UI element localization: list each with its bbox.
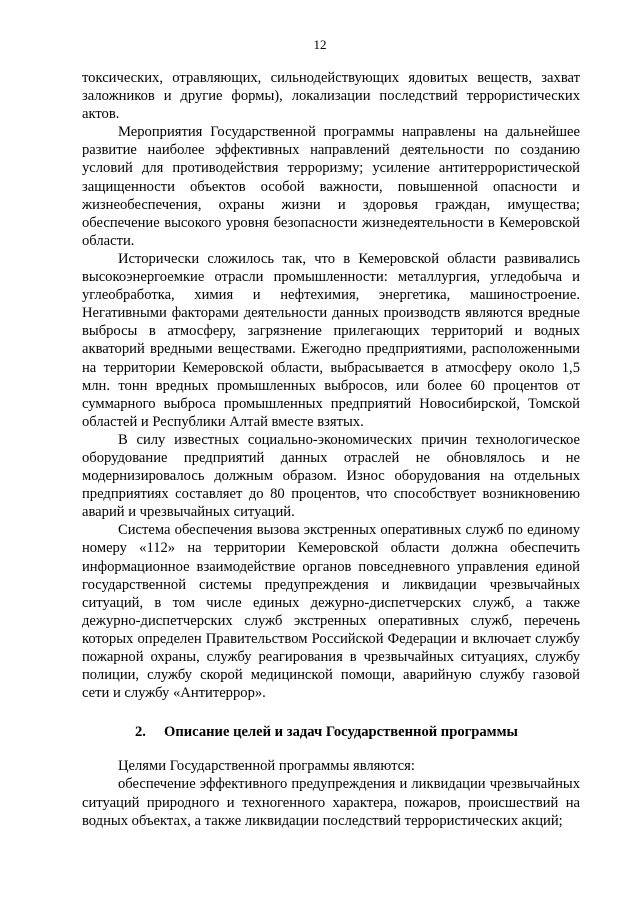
paragraph-program-measures: Мероприятия Государственной программы направлены на дальнейшее развитие наиболее эффективных направлений деятельности по созданию условий для противодействия терроризму; усиление антитеррористической защищенности объектов особой важности, повышенной опасности и жизнеобеспечения, охраны жизни и здоровья граждан, имущества; обеспечение высокого уровня безопасности жизнедеятельности в Кемеровской области. (82, 124, 580, 249)
document-body (82, 69, 580, 830)
paragraph-system-112: Система обеспечения вызова экстренных оперативных служб по единому номеру «112» на территории Кемеровской области должна обеспечить информационное взаимодействие органов повседневного управления единой государственной системы предупреждения и ликвидации чрезвычайных ситуаций, в том числе единых дежурно-диспетчерских служб, а также дежурно-диспетчерских служб экстренных оперативных служб, перечень которых определен Правительством Российской Федерации и включает службу пожарной охраны, службу реагирования в чрезвычайных ситуациях, службу полиции, службу скорой медицинской помощи, аварийную службу газовой сети и службу «Антитеррор». (82, 522, 580, 702)
paragraph-industry-history: Исторически сложилось так, что в Кемеровской области развивались высокоэнергоемкие отрасли промышленности: металлургия, угледобыча и углеобработка, химия и нефтехимия, энергетика, машиностроение. Негативными факторами деятельности данных производств являются вредные выбросы в атмосферу, загрязнение прилегающих территорий и водных акваторий вредными веществами. Ежегодно предприятиями, расположенными на территории Кемеровской области, выбрасывается в атмосферу около 1,5 млн. тонн вредных промышленных выбросов, или более 60 процентов от суммарного выброса промышленных предприятий Новосибирской, Томской областей и Республики Алтай вместе взятых. (82, 250, 580, 430)
section-heading (82, 723, 580, 741)
paragraph-continuation: токсических, отравляющих, сильнодействующих ядовитых веществ, захват заложников и другие формы), локализации последствий террористических актов. (82, 70, 580, 123)
page-number: 12 (313, 37, 327, 52)
goal-item: обеспечение эффективного предупреждения и ликвидации чрезвычайных ситуаций природного и техногенного характера, пожаров, происшествий на водных объектах, а также ликвидации последствий террористических акций; (82, 776, 580, 829)
section-number: 2. (135, 724, 146, 741)
paragraph-equipment-wear: В силу известных социально-экономических причин технологическое оборудование предприятий данных отраслей не обновлялось и не модернизировалось должным образом. Износ оборудования на отдельных предприятиях составляет до 80 процентов, что способствует возникновению аварий и чрезвычайных ситуаций. (82, 431, 580, 521)
goals-intro: Целями Государственной программы являются: (118, 758, 415, 775)
section-title: Описание целей и задач Государственной программы (164, 724, 518, 741)
